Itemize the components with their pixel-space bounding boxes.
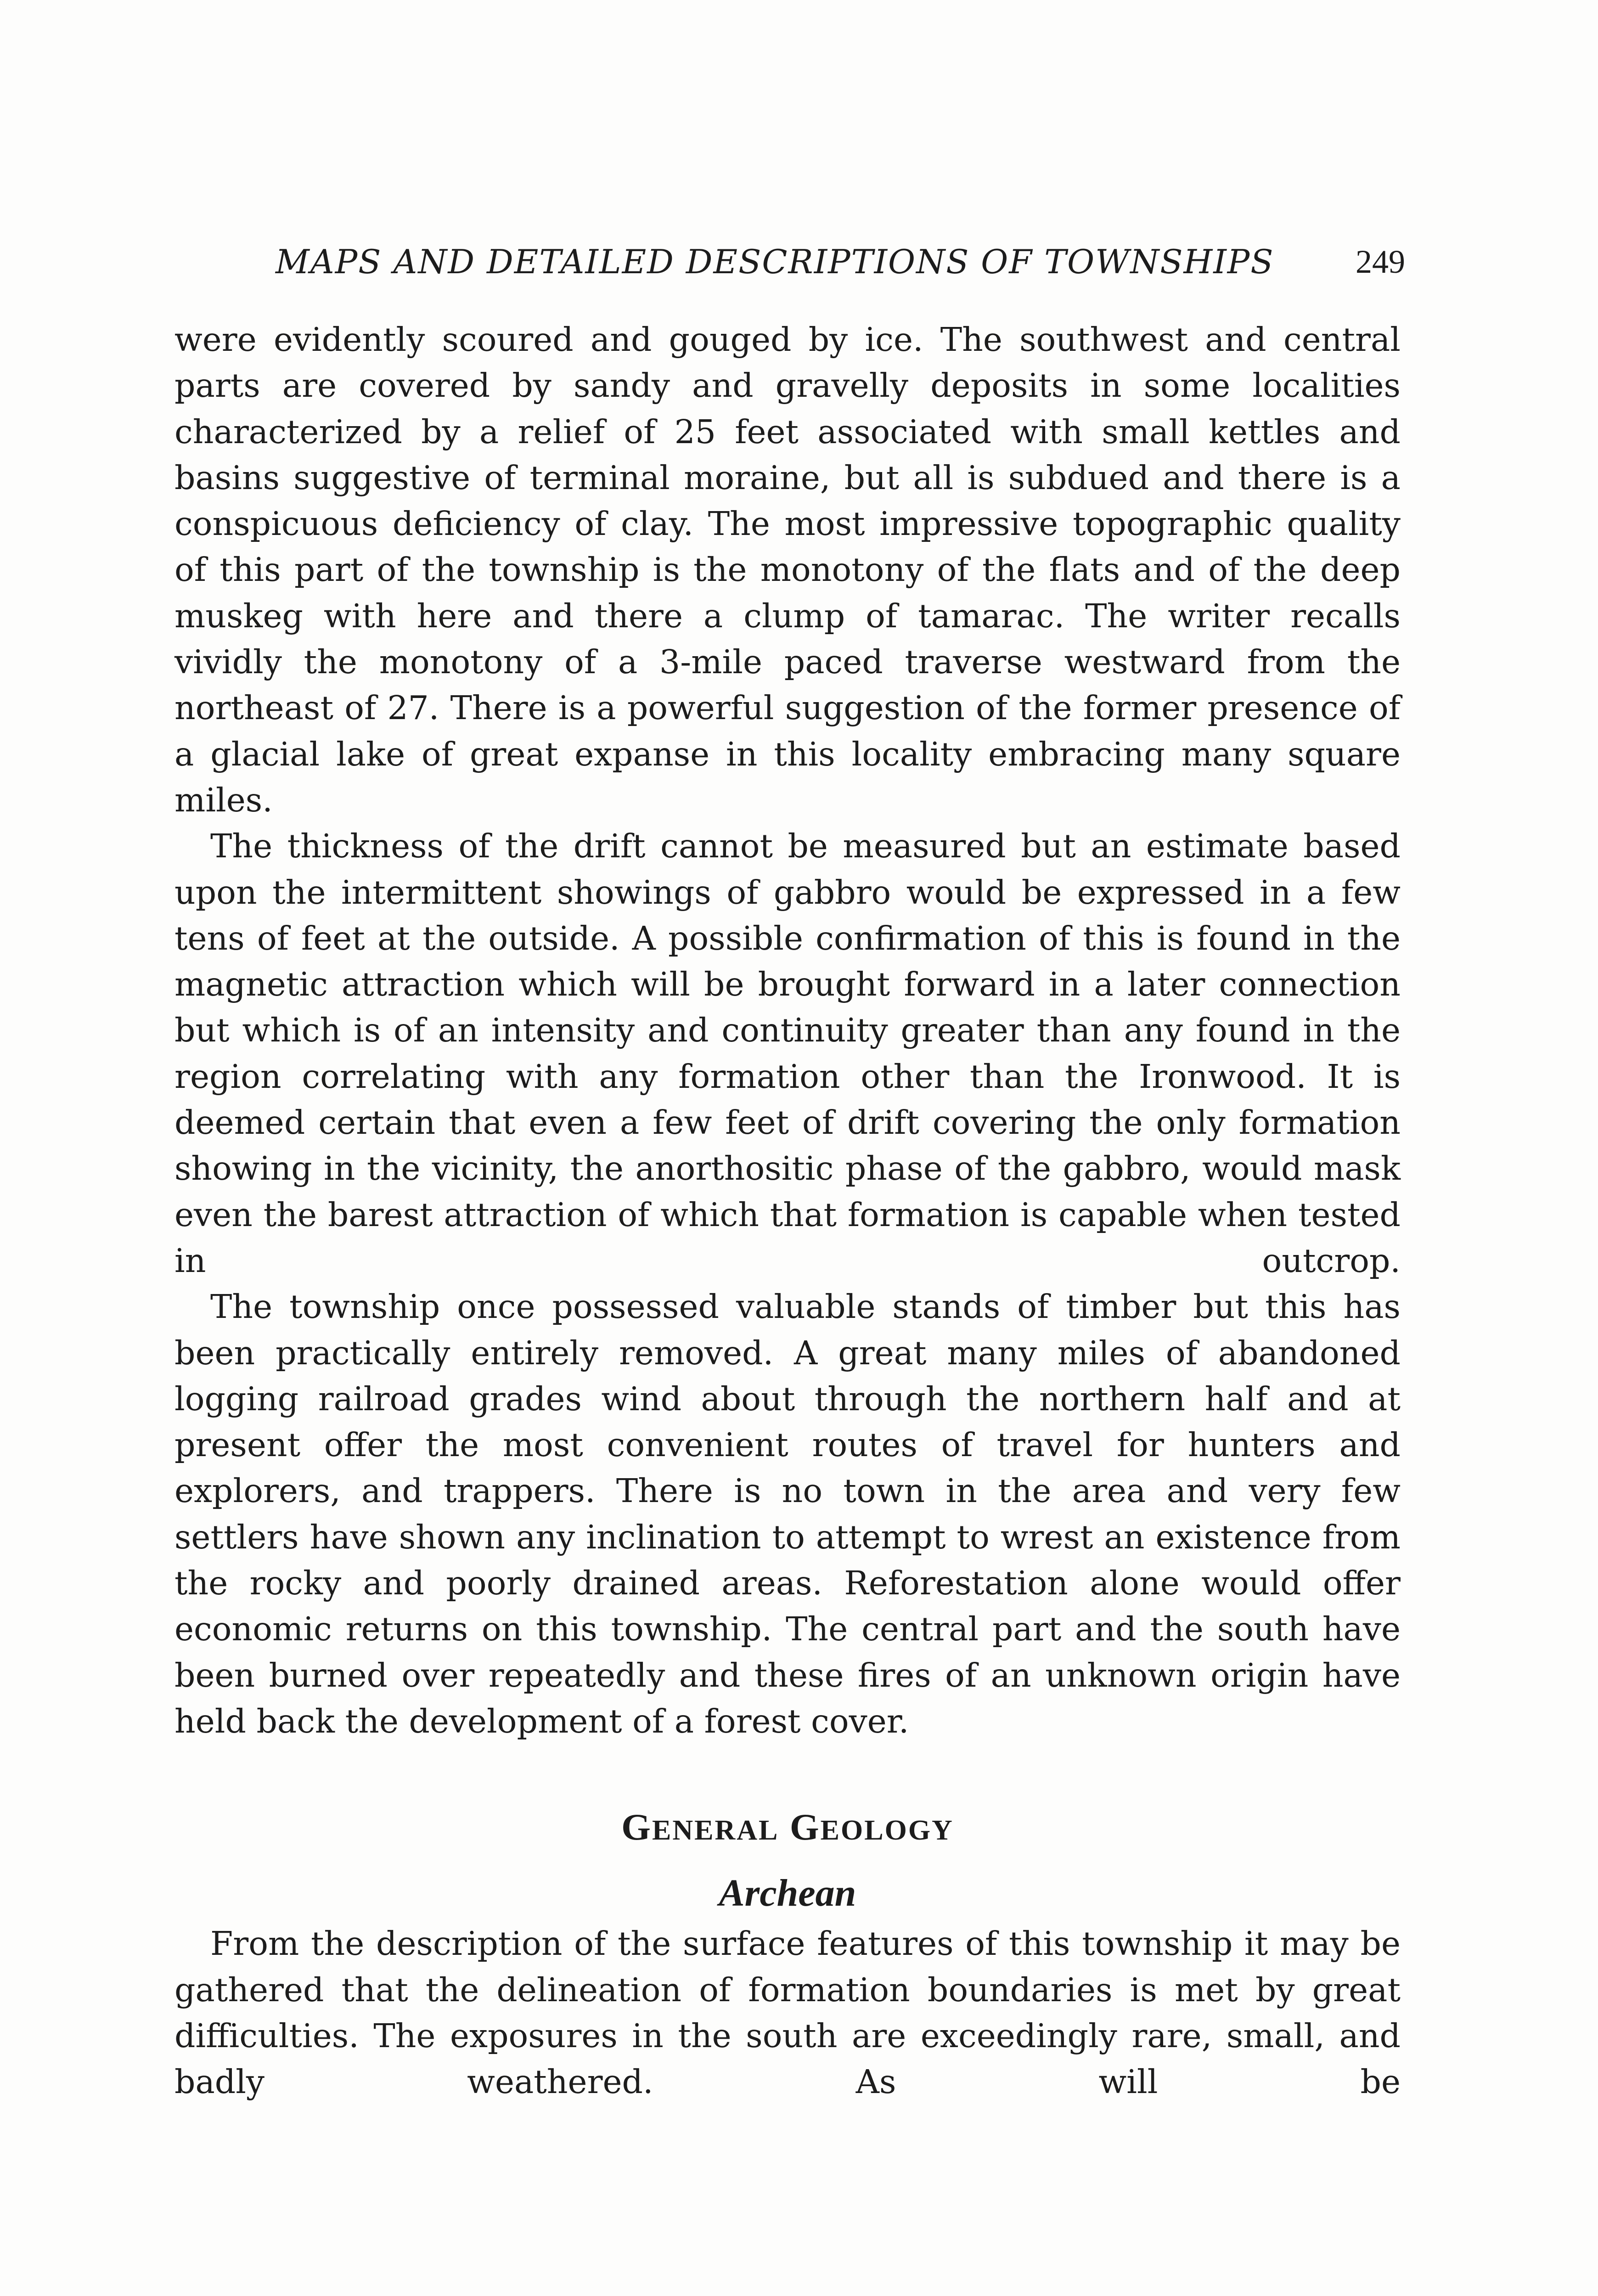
page-number: 249 <box>1356 243 1405 280</box>
paragraph-surface-features: were evidently scoured and gouged by ice. The southwest and central parts are covered by sandy and gravelly deposits in some localities characterized by a relief of 25 feet associated with small kettles and basins suggestive of terminal moraine, but all is subdued and there is a conspicuous deficiency of clay. The most impressive topographic quality of this part of the township is the monotony of the flats and of the deep muskeg with here and there a clump of tamarac. The writer recalls vividly the monotony of a 3-mile paced traverse westward from the northeast of 27. There is a powerful suggestion of the former presence of a glacial lake of great expanse in this locality embracing many square miles. <box>174 321 1401 819</box>
body-text <box>174 317 1401 2105</box>
running-head-title: MAPS AND DETAILED DESCRIPTIONS OF TOWNSHIPS <box>276 242 1274 281</box>
subheading-archean: Archean <box>719 1872 856 1915</box>
section-heading-general-geology <box>174 1802 1401 1856</box>
paragraph-timber: The township once possessed valuable stands of timber but this has been practically entirely removed. A great many miles of abandoned logging railroad grades wind about through the northern half and at present offer the most convenient routes of travel for hunters and explorers, and trappers. There is no town in the area and very few settlers have shown any inclination to attempt to wrest an existence from the rocky and poorly drained areas. Reforestation alone would offer economic returns on this township. The central part and the south have been burned over repeatedly and these fires of an unknown origin have held back the development of a forest cover. <box>174 1288 1401 1740</box>
paragraph-drift-thickness: The thickness of the drift cannot be measured but an estimate based upon the intermittent showings of gabbro would be expressed in a few tens of feet at the outside. A possible confirmation of this is found in the magnetic attraction which will be brought forward in a later connection but which is of an intensity and continuity greater than any found in the region correlating with any formation other than the Ironwood. It is deemed certain that even a few feet of drift covering the only formation showing in the vicinity, the anorthositic phase of the gabbro, would mask even the barest attraction of which that formation is capable when tested in outcrop. <box>174 827 1401 1280</box>
running-head <box>276 239 1405 285</box>
paragraph-archean: From the description of the surface features of this township it may be gathered that the delineation of formation boundaries is met by great difficulties. The exposures in the south are exceedingly rare, small, and badly weathered. As will be <box>174 1925 1401 2101</box>
heading-initial-g1: G <box>621 1806 652 1848</box>
heading-initial-g2: G <box>789 1806 821 1848</box>
heading-small-caps-eneral: ENERAL <box>652 1815 779 1846</box>
heading-small-caps-eology: EOLOGY <box>820 1815 954 1846</box>
heading-spacer <box>174 1745 1401 1802</box>
